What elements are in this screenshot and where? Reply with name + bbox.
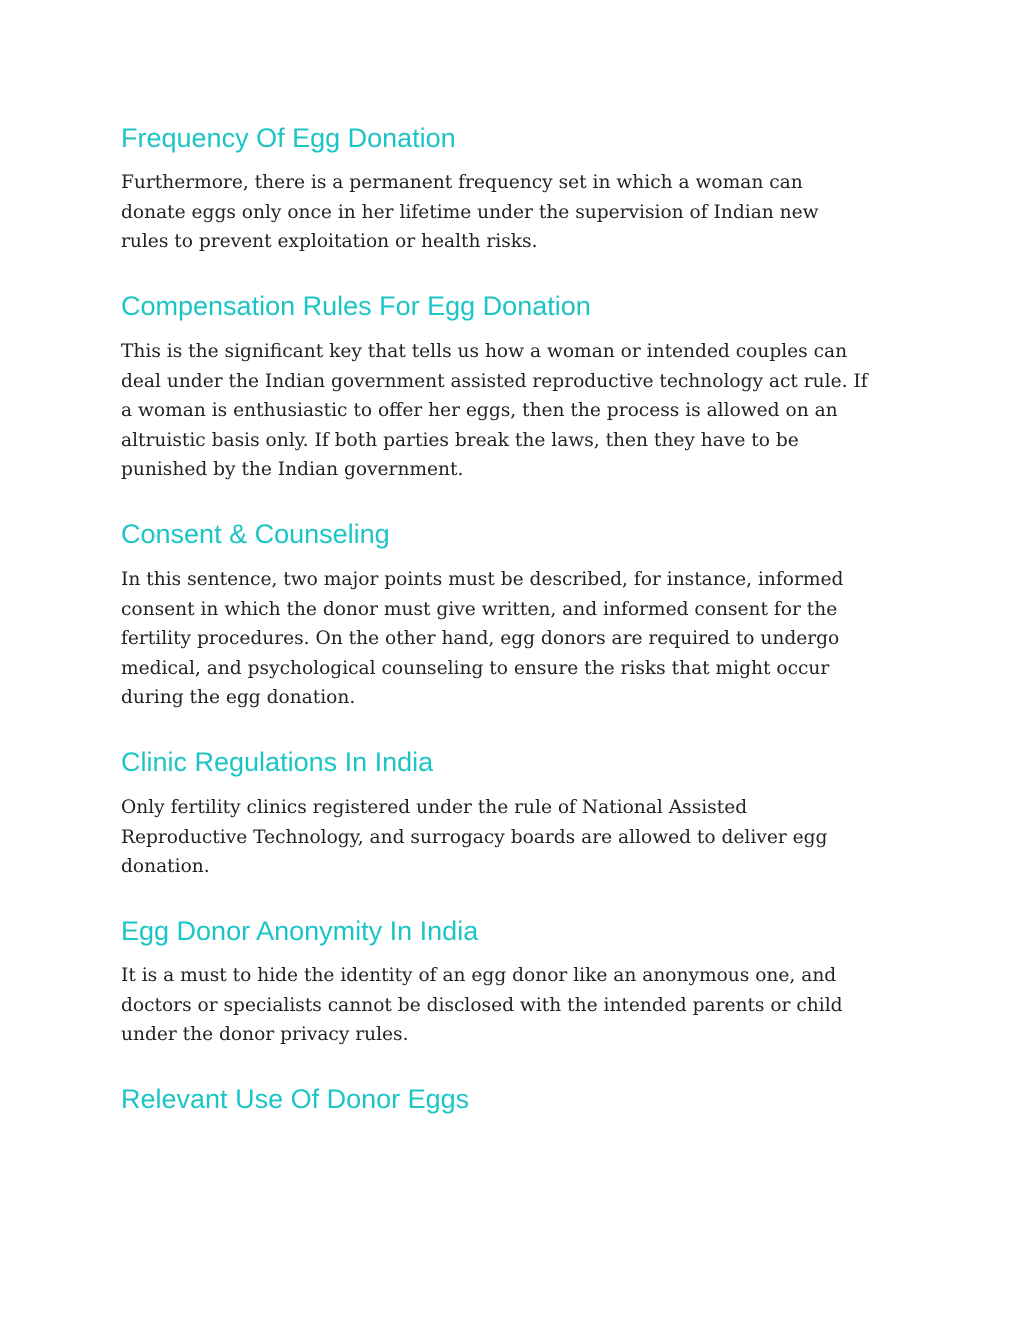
body-line: rules to prevent exploitation or health risks. (121, 231, 538, 253)
body-line: Furthermore, there is a permanent frequency set in which a woman can (121, 172, 803, 193)
section-heading-frequency: Frequency Of Egg Donation (121, 123, 456, 153)
body-line: Only fertility clinics registered under the rule of National Assisted (121, 797, 748, 818)
section-heading-relevant-use: Relevant Use Of Donor Eggs (121, 1084, 470, 1114)
body-line: Reproductive Technology, and surrogacy boards are allowed to deliver egg (121, 826, 828, 848)
body-line: donation. (121, 856, 210, 878)
body-line: This is the significant key that tells us how a woman or intended couples can (121, 341, 848, 362)
body-line: a woman is enthusiastic to offer her eggs, then the process is allowed on an (121, 400, 838, 422)
section-body-compensation (121, 337, 911, 485)
body-line: It is a must to hide the identity of an egg donor like an anonymous one, and (121, 965, 837, 986)
body-line: altruistic basis only. If both parties break the laws, then they have to be (121, 429, 799, 451)
section-heading-clinic-regulations: Clinic Regulations In India (121, 747, 434, 777)
body-line: doctors or specialists cannot be disclosed with the intended parents or child (121, 994, 843, 1016)
body-line: donate eggs only once in her lifetime under the supervision of Indian new (121, 201, 819, 223)
body-line: consent in which the donor must give written, and informed consent for the (121, 598, 838, 620)
body-line: punished by the Indian government. (121, 459, 464, 481)
body-line: fertility procedures. On the other hand, egg donors are required to undergo (121, 628, 840, 650)
body-line: under the donor privacy rules. (121, 1024, 409, 1046)
section-body-frequency (121, 168, 911, 257)
section-body-consent (121, 565, 911, 713)
body-line: during the egg donation. (121, 687, 356, 709)
section-body-clinic-regulations (121, 793, 911, 882)
section-body-anonymity (121, 961, 911, 1050)
body-line: medical, and psychological counseling to ensure the risks that might occur (121, 657, 830, 679)
body-line: deal under the Indian government assisted reproductive technology act rule. If (121, 370, 868, 392)
section-heading-consent: Consent & Counseling (121, 519, 390, 549)
body-line: In this sentence, two major points must be described, for instance, informed (121, 569, 844, 590)
section-heading-anonymity: Egg Donor Anonymity In India (121, 916, 479, 946)
section-heading-compensation: Compensation Rules For Egg Donation (121, 291, 591, 321)
